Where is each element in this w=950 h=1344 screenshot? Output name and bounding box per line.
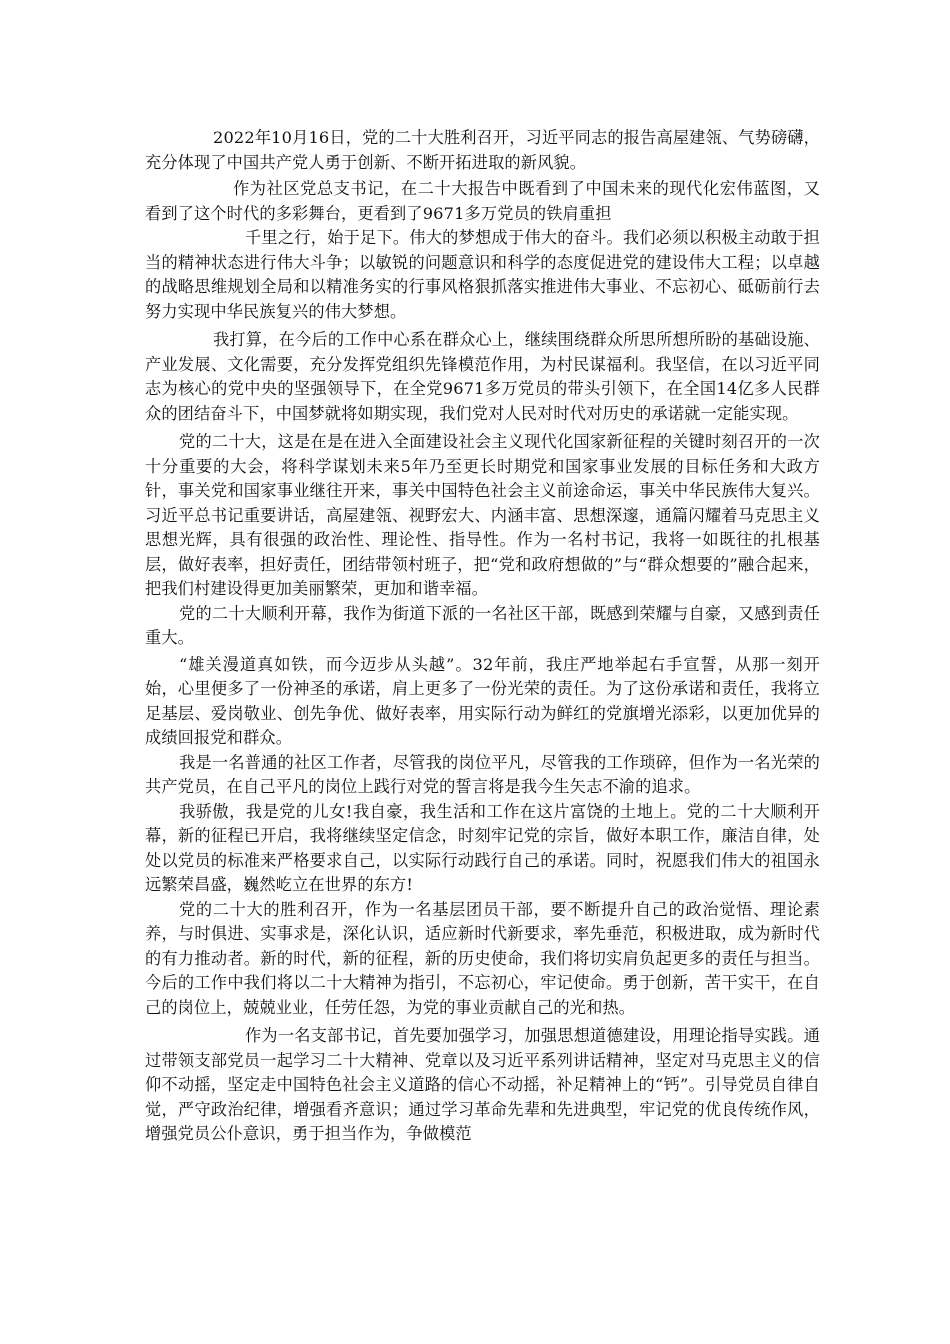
document-body <box>145 126 820 1147</box>
paragraph-7: “雄关漫道真如铁，而今迈步从头越”。32年前，我庄严地举起右手宣誓，从那一刻开始，心里便多了一份神圣的承诺，肩上更多了一份光荣的责任。为了这份承诺和责任，我将立足基层、爱岗敬业、创先争优、做好表率，用实际行动为鲜红的党旗增光添彩，以更加优异的成绩回报党和群众。 <box>145 654 820 747</box>
paragraph-11: 作为一名支部书记，首先要加强学习，加强思想道德建设，用理论指导实践。通过带领支部党员一起学习二十大精神、党章以及习近平系列讲话精神，坚定对马克思主义的信仰不动摇，坚定走中国特色社会主义道路的信心不动摇，补足精神上的“钙”。引导党员自律自觉，严守政治纪律，增强看齐意识；通过学习革命先辈和先进典型，牢记党的优良传统作风，增强党员公仆意识，勇于担当作为，争做模范 <box>145 1026 820 1143</box>
paragraph-10: 党的二十大的胜利召开，作为一名基层团员干部，要不断提升自己的政治觉悟、理论素养，与时俱进、实事求是，深化认识，适应新时代新要求，率先垂范，积极进取，成为新时代的有力推动者。新的时代，新的征程，新的历史使命，我们将切实肩负起更多的责任与担当。今后的工作中我们将以二十大精神为指引，不忘初心，牢记使命。勇于创新，苦干实干，在自己的岗位上，兢兢业业，任劳任怨，为党的事业贡献自己的光和热。 <box>145 899 820 1017</box>
paragraph-2: 作为社区党总支书记，在二十大报告中既看到了中国未来的现代化宏伟蓝图，又看到了这个时代的多彩舞台，更看到了9671多万党员的铁肩重担 <box>145 179 820 223</box>
paragraph-6: 党的二十大顺利开幕，我作为街道下派的一名社区干部，既感到荣耀与自豪，又感到责任重大。 <box>145 603 820 647</box>
paragraph-4: 我打算，在今后的工作中心系在群众心上，继续围绕群众所思所想所盼的基础设施、产业发展、文化需要，充分发挥党组织先锋模范作用，为村民谋福利。我坚信，在以习近平同志为核心的党中央的坚强领导下，在全党9671多万党员的带头引领下，在全国14亿多人民群众的团结奋斗下，中国梦就将如期实现，我们党对人民对时代对历史的承诺就一定能实现。 <box>145 330 820 423</box>
paragraph-9: 我骄傲，我是党的儿女!我自豪，我生活和工作在这片富饶的土地上。党的二十大顺利开幕，新的征程已开启，我将继续坚定信念，时刻牢记党的宗旨，做好本职工作，廉洁自律，处处以党员的标准来严格要求自己，以实际行动践行自己的承诺。同时，祝愿我们伟大的祖国永远繁荣昌盛，巍然屹立在世界的东方! <box>145 801 820 894</box>
paragraph-5: 党的二十大，这是在是在进入全面建设社会主义现代化国家新征程的关键时刻召开的一次十分重要的大会，将科学谋划未来5年乃至更长时期党和国家事业发展的目标任务和大政方针，事关党和国家事业继往开来，事关中国特色社会主义前途命运，事关中华民族伟大复兴。习近平总书记重要讲话，高屋建瓴、视野宏大、内涵丰富、思想深邃，通篇闪耀着马克思主义思想光辉，具有很强的政治性、理论性、指导性。作为一名村书记，我将一如既往的扎根基层，做好表率，担好责任，团结带领村班子，把“党和政府想做的”与“群众想要的”融合起来，把我们村建设得更加美丽繁荣，更加和谐幸福。 <box>145 432 820 598</box>
paragraph-8: 我是一名普通的社区工作者，尽管我的岗位平凡，尽管我的工作琐碎，但作为一名光荣的共产党员，在自己平凡的岗位上践行对党的誓言将是我今生矢志不渝的追求。 <box>145 752 820 796</box>
paragraph-1: 2022年10月16日，党的二十大胜利召开，习近平同志的报告高屋建瓴、气势磅礴，充分体现了中国共产党人勇于创新、不断开拓进取的新风貌。 <box>145 128 820 172</box>
paragraph-3: 千里之行，始于足下。伟大的梦想成于伟大的奋斗。我们必须以积极主动敢于担当的精神状态进行伟大斗争；以敏锐的问题意识和科学的态度促进党的建设伟大工程；以卓越的战略思维规划全局和以精准务实的行事风格狠抓落实推进伟大事业、不忘初心、砥砺前行去努力实现中华民族复兴的伟大梦想。 <box>145 228 820 321</box>
